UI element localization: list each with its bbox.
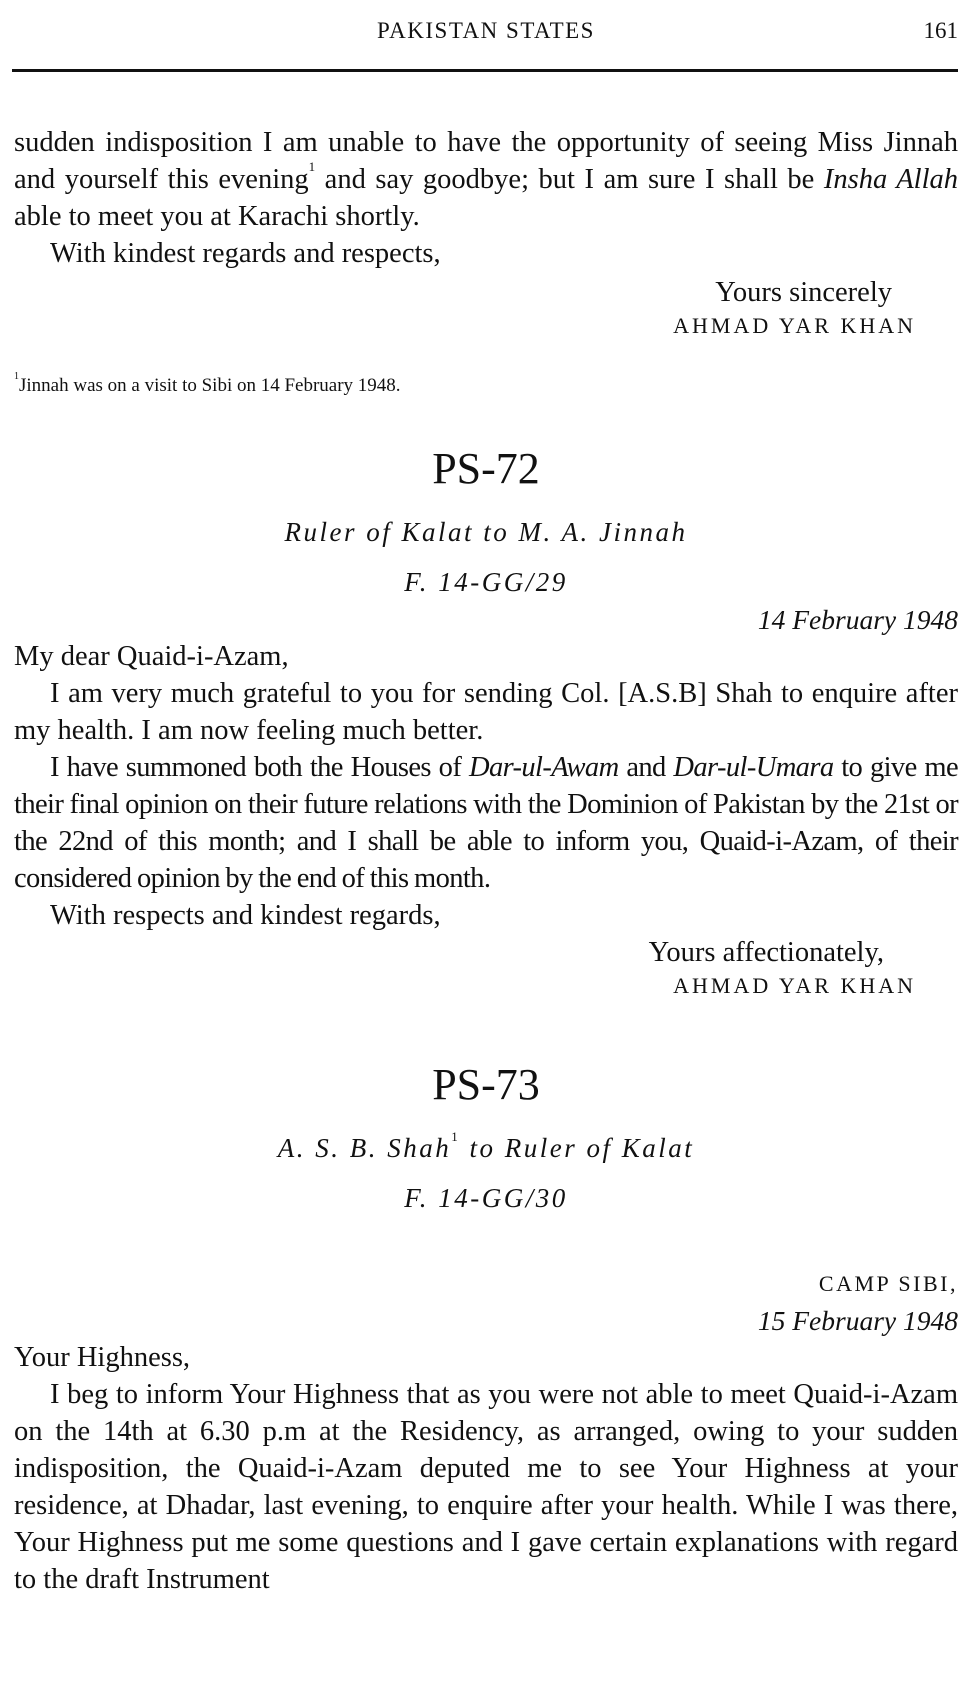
letter1-signature: AHMAD YAR KHAN [673, 313, 916, 338]
letter1-text-c: able to meet you at Karachi shortly. [14, 201, 420, 232]
header-rule [12, 69, 958, 72]
paragraph-ps72-2 [14, 749, 958, 897]
paragraph-ps72-2-text-a: I have summoned both the Houses of [50, 752, 469, 783]
letter1-italic-phrase: Insha Allah [823, 164, 958, 195]
letter1-text-b: and say goodbye; but I am sure I shall be [315, 164, 824, 195]
italic-dar-ul-awam: Dar-ul-Awam [468, 752, 619, 783]
footnote-text: Jinnah was on a visit to Sibi on 14 February 1948. [19, 375, 401, 396]
document-heading-ps73: PS-73 [432, 1060, 540, 1109]
letter1-paragraph [14, 124, 958, 235]
footnote [14, 373, 958, 399]
footnote-marker: 1 [14, 371, 19, 382]
salutation-ps73: Your Highness, [14, 1342, 191, 1373]
document-subtitle-ps73 [14, 1131, 958, 1165]
page-body [14, 124, 958, 1598]
footnote-ref: 1 [308, 159, 316, 174]
running-head-title: PAKISTAN STATES [377, 18, 595, 43]
footnote-ref: 1 [451, 1129, 461, 1144]
letter1-text-a: sudden indisposition I am unable to have the opportunity of seeing Miss Jinnah and yourself this evening [14, 127, 958, 195]
file-reference-ps73: F. 14-GG/30 [404, 1183, 568, 1213]
letter1-closing: With kindest regards and respects, [50, 238, 441, 269]
italic-dar-ul-umara: Dar-ul-Umara [673, 752, 834, 783]
paragraph-ps72-2-text-c: to give me their final opinion on their future relations with the Dominion of Pakistan by the 21st or the 22nd of this month; and I shall be able to inform you, Quaid-i-Azam, of their considered opinion by the end of this month. [14, 752, 958, 894]
date-ps72: 14 February 1948 [757, 604, 958, 635]
subtitle-ps73-sender: A. S. B. Shah [277, 1133, 452, 1163]
salutation-ps72: My dear Quaid-i-Azam, [14, 641, 289, 672]
page-number: 161 [923, 18, 958, 43]
subtitle-ps73-recipient: to Ruler of Kalat [460, 1133, 695, 1163]
paragraph-ps72-1: I am very much grateful to you for sending Col. [A.S.B] Shah to enquire after my health. I am now feeling much better. [14, 678, 958, 746]
document-heading-ps72: PS-72 [432, 444, 540, 493]
place-ps73: CAMP SIBI, [818, 1271, 958, 1296]
file-reference-ps72: F. 14-GG/29 [404, 567, 568, 597]
closing-ps72: With respects and kindest regards, [50, 900, 441, 931]
running-head [14, 18, 958, 48]
signature-ps72: AHMAD YAR KHAN [673, 973, 916, 998]
letter1-signoff: Yours sincerely [715, 277, 892, 308]
paragraph-ps72-2-text-b: and [618, 752, 674, 783]
paragraph-ps73-1: I beg to inform Your Highness that as you were not able to meet Quaid-i-Azam on the 14th at 6.30 p.m at the Residency, as arranged, owing to your sudden indisposition, the Quaid-i-Azam deputed me to see Your Highness at your residence, at Dhadar, last evening, to enquire after your health. While I was there, Your Highness put me some questions and I gave certain explanations with regard to the draft Instrument [14, 1379, 958, 1595]
document-subtitle-ps72: Ruler of Kalat to M. A. Jinnah [284, 517, 688, 547]
signoff-ps72: Yours affectionately, [648, 937, 884, 968]
date-ps73: 15 February 1948 [757, 1305, 958, 1336]
